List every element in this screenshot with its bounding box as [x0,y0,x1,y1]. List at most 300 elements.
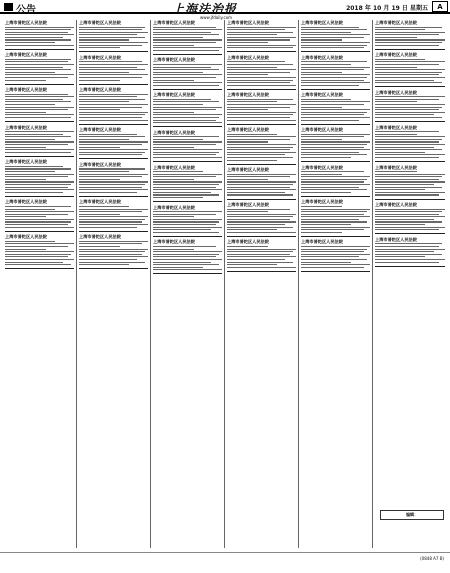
notice-text-line [153,39,222,40]
notice-text-line [153,179,194,180]
notice-text-line [227,246,268,247]
notice-text-line [153,259,222,260]
notice-text-line [79,227,137,228]
notice-text-line [153,184,219,185]
notice-text-line [227,209,290,210]
notice-text-line [153,192,211,193]
notice-text-line [79,168,145,169]
notice-text-line [5,77,68,78]
notice-text-line [5,243,74,244]
notice-title: 上海市普陀区人民法院 [227,167,269,173]
notice-title: 上海市普陀区人民法院 [79,54,121,60]
notice-entry [153,20,222,51]
notice-text-line [79,144,142,145]
notice-text-line [5,45,74,46]
notice-text-line [227,45,296,46]
notice-text-line [79,181,148,182]
notice-text-line [79,67,137,68]
notice-entry [153,165,222,199]
notice-text-line [301,227,370,228]
notice-entry [227,55,296,86]
notice-text-line [5,107,74,108]
notice-text-line [301,192,351,193]
notice-text-line [5,94,68,95]
notice-text-line [375,179,439,180]
notice-text-line [227,112,296,113]
notice-title: 上海市普陀区人民法院 [375,89,417,95]
notice-text-line [227,64,293,65]
notice-text-line [79,45,142,46]
notice-divider [153,126,222,127]
notice-text-line [5,246,68,247]
notice-text-line [79,120,148,121]
notice-divider [227,164,296,165]
notice-text-line [227,192,285,193]
notice-title: 上海市普陀区人民法院 [153,204,195,210]
notice-divider [153,54,222,55]
notice-title: 上海市普陀区人民法院 [5,52,47,58]
notice-text-line [301,224,351,225]
notice-divider [227,89,296,90]
notice-text-line [5,168,71,169]
notice-text-line [227,34,277,35]
notice-text-line [301,32,351,33]
notice-text-line [375,80,434,81]
notice-text-line [375,221,442,222]
notice-text-line [301,176,370,177]
notice-entry [375,165,445,196]
page-number: A [432,1,448,12]
notice-text-line [375,216,445,217]
notice-text-line [227,120,296,121]
notice-text-line [301,42,370,43]
notice-divider [79,231,148,232]
notice-text-line [301,256,359,257]
notice-title: 上海市普陀区人民法院 [5,159,47,165]
notice-column [299,20,373,548]
notice-divider [301,196,370,197]
notice-divider [153,201,222,202]
notice-text-line [5,131,74,132]
notice-text-line [301,171,364,172]
notice-text-line [301,114,364,115]
notice-text-line [227,154,285,155]
notice-divider [227,51,296,52]
notice-text-line [227,251,293,252]
notice-text-line [301,107,342,108]
notice-text-line [153,224,216,225]
notice-text-line [79,174,148,175]
notice-text-line [301,184,370,185]
notice-text-line [375,189,425,190]
notice-text-line [375,181,445,182]
notice-text-line [79,249,148,250]
notice-text-line [375,77,445,78]
notice-text-line [5,139,55,140]
notice-text-line [301,174,342,175]
notice-text-line [227,176,290,177]
notice-title: 上海市普陀区人民法院 [301,127,343,133]
notice-text-line [301,69,364,70]
notice-text-line [153,246,216,247]
notice-text-line [79,216,148,217]
notice-text-line [375,109,439,110]
notice-text-line [227,221,296,222]
notice-text-line [227,67,277,68]
notice-divider [375,199,445,200]
notice-text-line [5,34,74,35]
notice-text-line [153,104,203,105]
notice-text-line [301,77,367,78]
notice-text-line [153,181,222,182]
notice-divider [375,266,445,267]
notice-text-line [79,152,145,153]
notice-text-line [375,246,439,247]
notice-text-line [79,64,148,65]
newspaper-masthead: 上海法治报 [172,2,238,16]
notice-text-line [227,229,277,230]
notice-divider [5,121,74,122]
notice-entry [227,202,296,233]
notice-text-line [5,179,46,180]
notice-text-line [375,214,439,215]
notice-text-line [227,262,293,263]
notice-entry [301,199,370,233]
notice-text-line [375,154,445,155]
notice-text-line [79,171,129,172]
notice-text-line [301,139,342,140]
notice-text-line [5,61,68,62]
notice-text-line [5,224,68,225]
notice-text-line [79,94,148,95]
notice-text-line [5,214,68,215]
notice-text-line [153,72,203,73]
notice-text-line [301,157,351,158]
notice-text-line [79,262,145,263]
notice-entry [153,57,222,85]
notice-entry [227,167,296,195]
notice-text-line [153,80,194,81]
notice-text-line [301,134,370,135]
notice-divider [375,86,445,87]
notice-text-line [153,267,203,268]
notice-text-line [227,181,296,182]
notice-text-line [153,67,211,68]
notice-text-line [227,249,296,250]
notice-divider [301,89,370,90]
notice-text-line [5,181,74,182]
notice-title: 上海市普陀区人民法院 [153,20,195,25]
notice-text-line [79,47,120,48]
notice-entry [301,127,370,158]
notice-text-line [301,249,367,250]
notice-text-line [79,219,145,220]
notice-text-line [375,211,442,212]
notice-text-line [301,27,359,28]
notice-text-line [301,64,351,65]
page-footer [0,552,450,573]
notice-entry [79,55,148,81]
notice-text-line [153,256,216,257]
notice-text-line [301,264,370,265]
notice-text-line [153,176,216,177]
notice-entry [301,239,370,267]
notice-text-line [375,157,439,158]
notice-text-line [227,141,268,142]
notice-text-line [79,243,142,244]
notice-text-line [301,85,359,86]
notice-text-line [375,251,434,252]
notice-text-line [5,251,74,252]
notice-text-line [79,69,145,70]
notice-text-line [79,101,129,102]
notice-text-line [79,264,129,265]
notice-divider [79,196,148,197]
notice-entry [153,205,222,233]
notice-text-line [375,243,442,244]
notice-text-line [5,59,71,60]
notice-text-line [227,189,296,190]
notice-entry [5,125,74,153]
notice-text-line [301,47,364,48]
notice-text-line [153,85,219,86]
editor-stamp: 编辑： [380,510,444,520]
notice-entry [375,125,445,159]
notice-text-line [227,152,296,153]
notice-title: 上海市普陀区人民法院 [153,129,195,135]
notice-text-line [5,109,68,110]
notice-text-line [301,67,370,68]
notice-text-line [375,131,439,132]
notice-title: 上海市普陀区人民法院 [79,234,121,240]
notice-title: 上海市普陀区人民法院 [5,87,47,93]
notice-text-line [79,80,120,81]
notice-entry [301,165,370,193]
notice-text-line [227,211,268,212]
notice-text-line [227,174,296,175]
notice-text-line [5,39,71,40]
notice-text-line [5,42,55,43]
notice-text-line [375,45,439,46]
section-marker-icon [4,3,13,11]
notice-text-line [153,50,219,51]
notice-text-line [79,154,142,155]
notice-text-line [79,104,148,105]
notice-text-line [375,259,445,260]
notice-text-line [5,96,74,97]
notice-text-line [301,154,367,155]
notice-title: 上海市普陀区人民法院 [301,199,343,205]
notice-text-line [5,184,71,185]
notice-text-line [79,147,120,148]
notice-text-line [153,187,216,188]
notice-divider [153,236,222,237]
notice-text-line [375,174,445,175]
notice-text-line [5,187,68,188]
notice-text-line [375,187,442,188]
notice-text-line [5,171,55,172]
notice-text-line [301,254,370,255]
notice-title: 上海市普陀区人民法院 [375,52,417,58]
notice-title: 上海市普陀区人民法院 [5,199,47,205]
notice-text-line [227,184,293,185]
notice-text-line [375,101,417,102]
notice-text-line [375,29,425,30]
notice-entry [5,159,74,193]
notice-text-line [227,139,290,140]
notice-title: 上海市普陀区人民法院 [153,57,195,63]
notice-text-line [375,147,434,148]
notice-entry [301,20,370,48]
notice-text-line [79,74,148,75]
notice-text-line [227,224,285,225]
notice-column [373,20,447,548]
notice-divider [153,161,222,162]
notice-text-line [301,189,367,190]
notice-text-line [227,85,296,86]
notice-text-line [5,136,71,137]
notice-text-line [227,117,290,118]
notice-text-line [375,249,445,250]
notice-text-line [301,246,370,247]
notice-text-line [301,181,364,182]
notice-text-line [79,214,120,215]
notice-text-line [5,117,71,118]
notice-text-line [227,216,293,217]
notice-text-line [375,59,425,60]
notice-text-line [375,96,445,97]
notice-text-line [153,216,194,217]
notice-text-line [79,29,142,30]
notice-text-line [375,134,417,135]
notice-text-line [153,211,222,212]
notice-text-line [79,61,142,62]
notice-text-line [79,107,142,108]
notice-entry [5,199,74,227]
notice-text-line [79,259,137,260]
notice-text-line [79,149,148,150]
notice-text-line [375,42,442,43]
notice-entry [375,52,445,83]
notice-text-line [79,246,120,247]
notice-divider [153,273,222,274]
notice-text-line [5,241,55,242]
notice-divider [375,161,445,162]
notice-text-line [227,232,296,233]
notice-text-line [153,45,194,46]
notice-title: 上海市普陀区人民法院 [375,202,417,207]
notice-text-line [5,192,63,193]
notice-text-line [375,219,434,220]
notice-text-line [375,176,442,177]
notice-text-line [227,214,296,215]
notice-entry [79,87,148,121]
notice-divider [227,236,296,237]
notice-text-line [375,254,442,255]
footer-code: (0848 A7 B) [420,556,444,561]
notice-text-line [5,112,46,113]
notice-text-line [227,104,296,105]
notice-text-line [301,219,359,220]
notice-text-line [375,64,439,65]
notice-title: 上海市普陀区人民法院 [375,124,417,130]
issue-date: 2018 年 10 月 19 日 星期五 [346,5,428,12]
notice-title: 上海市普陀区人民法院 [5,124,47,130]
notice-text-line [153,269,222,270]
notice-text-line [375,61,445,62]
notice-entry [153,239,222,270]
notice-text-line [5,64,74,65]
notice-text-line [153,69,219,70]
notice-title: 上海市普陀区人民法院 [153,92,195,98]
notice-text-line [227,29,285,30]
notice-text-line [301,136,364,137]
notice-text-line [79,206,129,207]
notice-divider [301,124,370,125]
notice-text-line [153,107,222,108]
notice-entry [227,127,296,161]
notice-title: 上海市普陀区人民法院 [79,87,121,93]
notice-text-line [5,259,74,260]
notice-text-line [5,219,74,220]
notice-text-line [227,256,296,257]
notice-text-line [153,29,222,30]
notice-text-line [5,134,63,135]
notice-column [151,20,225,548]
notice-divider [5,196,74,197]
notice-text-line [227,157,293,158]
notice-entry [79,199,148,227]
notice-text-line [153,112,194,113]
notice-text-line [301,101,370,102]
notice-text-line [79,211,142,212]
notice-title: 上海市普陀区人民法院 [79,199,121,205]
notice-text-line [153,149,222,150]
notice-text-line [301,61,367,62]
notice-entry [79,20,148,48]
notice-text-line [375,67,417,68]
notice-text-line [5,254,71,255]
notice-text-line [153,251,222,252]
notice-text-line [301,39,342,40]
notice-entry [5,52,74,80]
section-title: 公告 [16,5,36,16]
notice-text-line [153,37,203,38]
notice-text-line [227,101,277,102]
notice-text-line [79,189,148,190]
notice-text-line [301,214,364,215]
notice-text-line [5,144,68,145]
notice-text-line [227,136,296,137]
notice-text-line [5,166,63,167]
notice-text-line [153,139,203,140]
notice-divider [301,161,370,162]
notice-text-line [79,32,148,33]
notice-text-line [375,171,417,172]
notice-divider [79,84,148,85]
notice-text-line [5,141,74,142]
notice-divider [5,156,74,157]
notice-text-line [301,187,359,188]
notice-text-line [301,99,351,100]
notice-text-line [79,221,142,222]
notice-text-line [301,144,367,145]
notice-text-line [79,96,137,97]
notice-text-line [375,107,442,108]
notice-text-line [375,229,439,230]
notice-text-line [375,141,439,142]
notice-text-line [5,29,71,30]
